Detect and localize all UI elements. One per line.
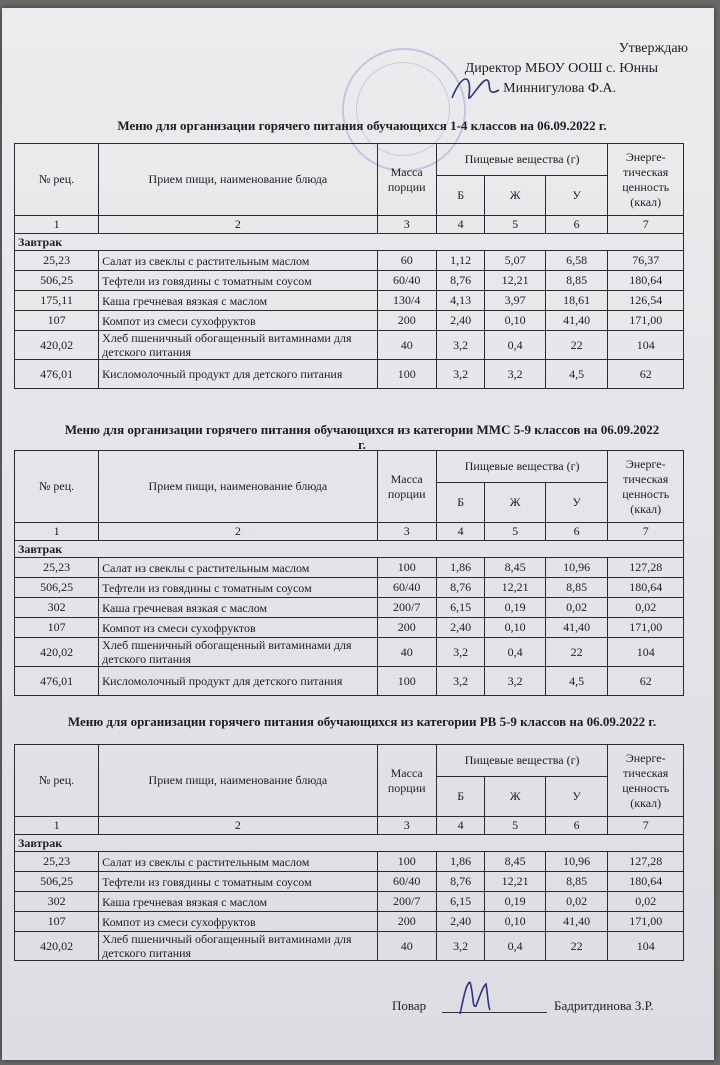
recipe-no: 506,25 [15,578,99,598]
protein: 2,40 [436,311,485,331]
recipe-no: 476,01 [15,667,99,696]
recipe-no: 420,02 [15,638,99,667]
approval-line-3: Миннигулова Ф.А. [503,81,616,96]
index-cell: 2 [99,523,377,541]
index-cell: 4 [436,216,485,234]
portion-mass: 60/40 [377,271,436,291]
carbs: 6,58 [545,251,608,271]
portion-mass: 200/7 [377,598,436,618]
protein: 3,2 [436,331,485,360]
dish-name: Тефтели из говядины с томатным соусом [99,872,377,892]
dish-name: Компот из смеси сухофруктов [99,311,377,331]
energy: 104 [608,331,684,360]
dish-name: Хлеб пшеничный обогащенный витаминами для детского питания [99,638,377,667]
protein: 3,2 [436,932,485,961]
menu-1-title: Меню для организации горячего питания обучающихся 1-4 классов на 06.09.2022 г. [117,118,607,133]
section-breakfast: Завтрак [15,234,684,251]
header-name: Прием пищи, наименование блюда [99,451,377,523]
fat: 0,10 [485,912,545,932]
dish-name: Каша гречневая вязкая с маслом [99,291,377,311]
table-row [15,291,684,311]
dish-name: Салат из свеклы с растительным маслом [99,852,377,872]
recipe-no: 302 [15,892,99,912]
dish-name: Хлеб пшеничный обогащенный витаминами для детского питания [99,331,377,360]
menu-2-table [14,450,684,696]
protein: 3,2 [436,667,485,696]
table-row [15,360,684,389]
energy: 180,64 [608,271,684,291]
index-cell: 3 [377,216,436,234]
dish-name: Салат из свеклы с растительным маслом [99,558,377,578]
header-mass: Масса порции [377,745,436,817]
portion-mass: 100 [377,667,436,696]
energy: 62 [608,667,684,696]
fat: 12,21 [485,872,545,892]
protein: 1,12 [436,251,485,271]
table-row [15,667,684,696]
table-row [15,558,684,578]
protein: 1,86 [436,558,485,578]
dish-name: Салат из свеклы с растительным маслом [99,251,377,271]
document-page [2,8,714,1060]
index-cell: 4 [436,523,485,541]
recipe-no: 506,25 [15,271,99,291]
table-row [15,932,684,961]
fat: 12,21 [485,271,545,291]
index-cell: 6 [545,523,608,541]
index-cell: 1 [15,523,99,541]
carbs: 10,96 [545,558,608,578]
energy: 0,02 [608,598,684,618]
fat: 3,2 [485,360,545,389]
fat: 8,45 [485,852,545,872]
header-num: № рец. [15,144,99,216]
table-row [15,598,684,618]
protein: 8,76 [436,872,485,892]
header-name: Прием пищи, наименование блюда [99,745,377,817]
carbs: 0,02 [545,598,608,618]
carbs: 41,40 [545,311,608,331]
table-row [15,912,684,932]
recipe-no: 420,02 [15,932,99,961]
table-row [15,271,684,291]
fat: 3,2 [485,667,545,696]
header-num: № рец. [15,745,99,817]
index-cell: 3 [377,817,436,835]
index-cell: 7 [608,216,684,234]
header-energy: Энерге-тическая ценность (ккал) [608,144,684,216]
index-cell: 5 [485,523,545,541]
protein: 2,40 [436,618,485,638]
carbs: 22 [545,331,608,360]
energy: 127,28 [608,852,684,872]
recipe-no: 476,01 [15,360,99,389]
table-row [15,251,684,271]
carbs: 4,5 [545,667,608,696]
header-energy: Энерге-тическая ценность (ккал) [608,745,684,817]
dish-name: Компот из смеси сухофруктов [99,912,377,932]
index-cell: 3 [377,523,436,541]
portion-mass: 100 [377,558,436,578]
footer-role: Повар [392,998,427,1013]
table-row [15,578,684,598]
dish-name: Каша гречневая вязкая с маслом [99,892,377,912]
table-row [15,872,684,892]
header-zh: Ж [485,176,545,216]
header-zh: Ж [485,777,545,817]
portion-mass: 60/40 [377,578,436,598]
index-cell: 1 [15,817,99,835]
fat: 0,4 [485,638,545,667]
protein: 1,86 [436,852,485,872]
header-u: У [545,483,608,523]
portion-mass: 40 [377,331,436,360]
portion-mass: 130/4 [377,291,436,311]
fat: 0,4 [485,932,545,961]
carbs: 0,02 [545,892,608,912]
menu-1-table [14,143,684,389]
fat: 0,10 [485,311,545,331]
index-cell: 4 [436,817,485,835]
dish-name: Тефтели из говядины с томатным соусом [99,578,377,598]
portion-mass: 200 [377,912,436,932]
index-cell: 6 [545,817,608,835]
portion-mass: 60/40 [377,872,436,892]
recipe-no: 107 [15,311,99,331]
portion-mass: 100 [377,360,436,389]
index-cell: 2 [99,817,377,835]
dish-name: Компот из смеси сухофруктов [99,618,377,638]
table-row [15,638,684,667]
index-cell: 1 [15,216,99,234]
index-cell: 2 [99,216,377,234]
header-b: Б [436,777,485,817]
energy: 76,37 [608,251,684,271]
approval-line-2: Директор МБОУ ООШ с. Юнны [464,61,658,76]
recipe-no: 506,25 [15,872,99,892]
energy: 180,64 [608,872,684,892]
protein: 8,76 [436,578,485,598]
index-cell: 7 [608,523,684,541]
header-mass: Масса порции [377,451,436,523]
fat: 0,4 [485,331,545,360]
index-cell: 5 [485,216,545,234]
header-u: У [545,176,608,216]
portion-mass: 200 [377,311,436,331]
approval-line-1: Утверждаю [618,41,688,56]
fat: 8,45 [485,558,545,578]
footer-name: Бадритдинова З.Р. [554,998,654,1013]
portion-mass: 200/7 [377,892,436,912]
portion-mass: 40 [377,638,436,667]
header-b: Б [436,483,485,523]
carbs: 18,61 [545,291,608,311]
energy: 62 [608,360,684,389]
header-num: № рец. [15,451,99,523]
recipe-no: 302 [15,598,99,618]
carbs: 41,40 [545,912,608,932]
carbs: 10,96 [545,852,608,872]
carbs: 22 [545,638,608,667]
dish-name: Каша гречневая вязкая с маслом [99,598,377,618]
energy: 126,54 [608,291,684,311]
table-row [15,852,684,872]
portion-mass: 40 [377,932,436,961]
portion-mass: 200 [377,618,436,638]
protein: 4,13 [436,291,485,311]
recipe-no: 25,23 [15,251,99,271]
table-row [15,331,684,360]
carbs: 41,40 [545,618,608,638]
energy: 171,00 [608,912,684,932]
carbs: 8,85 [545,578,608,598]
protein: 3,2 [436,638,485,667]
fat: 0,19 [485,598,545,618]
energy: 104 [608,638,684,667]
carbs: 22 [545,932,608,961]
menu-3-table [14,744,684,961]
section-breakfast: Завтрак [15,835,684,852]
recipe-no: 25,23 [15,852,99,872]
fat: 3,97 [485,291,545,311]
dish-name: Кисломолочный продукт для детского питания [99,360,377,389]
table-row [15,618,684,638]
recipe-no: 420,02 [15,331,99,360]
recipe-no: 25,23 [15,558,99,578]
energy: 171,00 [608,311,684,331]
fat: 0,10 [485,618,545,638]
table-row [15,311,684,331]
fat: 12,21 [485,578,545,598]
header-mass: Масса порции [377,144,436,216]
header-nutrients: Пищевые вещества (г) [436,144,608,176]
cook-signature [450,976,500,1021]
carbs: 8,85 [545,271,608,291]
portion-mass: 100 [377,852,436,872]
table-row [15,892,684,912]
header-u: У [545,777,608,817]
header-nutrients: Пищевые вещества (г) [436,745,608,777]
protein: 6,15 [436,598,485,618]
header-zh: Ж [485,483,545,523]
index-cell: 7 [608,817,684,835]
carbs: 4,5 [545,360,608,389]
menu-2-title: Меню для организации горячего питания обучающихся из категории ММС 5-9 классов на 06.09.2022 г. [64,422,660,452]
energy: 104 [608,932,684,961]
header-name: Прием пищи, наименование блюда [99,144,377,216]
carbs: 8,85 [545,872,608,892]
recipe-no: 107 [15,618,99,638]
portion-mass: 60 [377,251,436,271]
energy: 0,02 [608,892,684,912]
index-cell: 6 [545,216,608,234]
dish-name: Тефтели из говядины с томатным соусом [99,271,377,291]
menu-3-title: Меню для организации горячего питания обучающихся из категории РВ 5-9 классов на 06.09.2022 г. [67,714,657,729]
protein: 2,40 [436,912,485,932]
protein: 3,2 [436,360,485,389]
fat: 0,19 [485,892,545,912]
header-energy: Энерге-тическая ценность (ккал) [608,451,684,523]
protein: 8,76 [436,271,485,291]
director-signature [447,68,507,108]
energy: 180,64 [608,578,684,598]
header-nutrients: Пищевые вещества (г) [436,451,608,483]
energy: 171,00 [608,618,684,638]
header-b: Б [436,176,485,216]
dish-name: Хлеб пшеничный обогащенный витаминами для детского питания [99,932,377,961]
index-cell: 5 [485,817,545,835]
protein: 6,15 [436,892,485,912]
fat: 5,07 [485,251,545,271]
energy: 127,28 [608,558,684,578]
recipe-no: 175,11 [15,291,99,311]
recipe-no: 107 [15,912,99,932]
dish-name: Кисломолочный продукт для детского питания [99,667,377,696]
section-breakfast: Завтрак [15,541,684,558]
